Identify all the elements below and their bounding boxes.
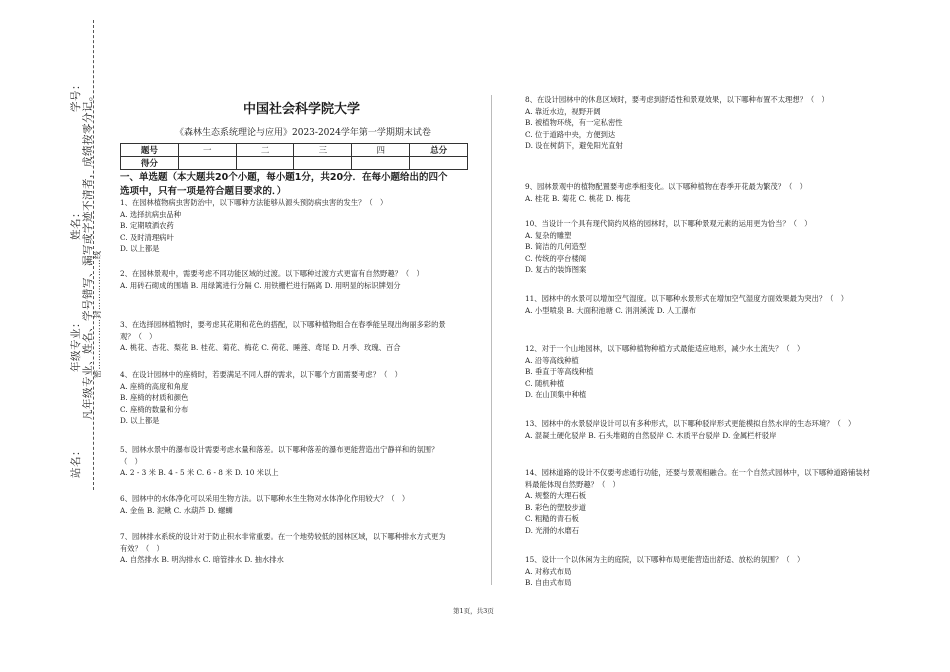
question-3 [120,319,450,354]
exam-title: 《森林生态系统理论与应用》2023-2024学年第一学期期末试卷 [175,128,431,138]
score-cell: 总分 [410,144,468,157]
score-cell [236,157,294,170]
question-stem: 14、园林道路的设计不仅要考虑通行功能，还要与景观相融合。在一个自然式园林中，以下哪种道路铺装材料最能体现自然野趣？（ ） [525,468,870,489]
question-stem: 8、在设计园林中的休息区域时，要考虑到舒适性和景观效果，以下哪种布置不太理想？（ ） [525,95,829,104]
question-option: D. 设在树荫下，避免阳光直射 [525,141,623,151]
question-option: A. 自然排水 B. 明沟排水 C. 暗管排水 D. 抽水排水 [120,555,284,565]
question-option: D. 光滑的水磨石 [525,525,580,535]
question-option: A. 沿等高线种植 [525,355,579,365]
question-2 [120,268,450,291]
score-cell [352,157,410,170]
question-option: C. 及时清理病叶 [120,232,174,242]
score-cell [410,157,468,170]
score-cell: 二 [236,144,294,157]
question-option: B. 被植物环绕，有一定私密性 [525,118,623,128]
score-cell: 题号 [121,144,179,157]
question-10 [525,218,870,276]
question-option: A. 金鱼 B. 泥鳅 C. 水葫芦 D. 螺蛳 [120,505,233,515]
question-option: C. 位于道路中央，方便到达 [525,129,616,139]
score-cell [294,157,352,170]
question-option: C. 传统的亭台楼阁 [525,253,587,263]
question-option: B. 垂直于等高线种植 [525,367,594,377]
question-option: A. 小型喷泉 B. 大面积池塘 C. 涓涓溪流 D. 人工瀑布 [525,305,697,315]
grade-major-label: 年级专业： [70,317,82,372]
question-option: C. 座椅的数量和分布 [120,404,189,414]
score-table [120,143,468,170]
question-9 [525,181,870,204]
question-1 [120,197,450,255]
question-stem: 4、在设计园林中的座椅时，若要满足不同人群的需求，以下哪个方面需要考虑？（ ） [120,370,402,379]
section-heading [120,171,448,199]
question-option: B. 座椅的材质和颜色 [120,393,189,403]
score-cell: 得分 [121,157,179,170]
question-stem: 5、园林水景中的瀑布设计需要考虑水量和落差。以下哪种落差的瀑布更能营造出宁静祥和的氛围？（ ） [120,445,439,466]
question-option: B. 简洁的几何造型 [525,242,587,252]
question-7 [120,531,450,566]
question-6 [120,493,450,516]
name-label: 姓名： [70,207,82,240]
question-option: B. 自由式布局 [525,578,572,588]
question-option: A. 靠近水边，视野开阔 [525,106,601,116]
question-stem: 10、当设计一个具有现代简约风格的园林时，以下哪种景观元素的运用更为恰当？（ ） [525,219,812,228]
question-option: C. 粗糙的青石板 [525,514,579,524]
seal-line-text: 密………………封………………线 [93,250,102,378]
column-divider [491,95,492,585]
question-stem: 3、在选择园林植物时，要考虑其花期和花色的搭配，以下哪种植物组合在春季能呈现出绚丽多彩的景观？（ ） [120,320,446,341]
question-stem: 2、在园林景观中，需要考虑不同功能区域的过渡。以下哪种过渡方式更富有自然野趣？（ ） [120,269,424,278]
question-option: D. 以上都是 [120,416,160,426]
question-stem: 13、园林中的水景驳岸设计可以有多种形式，以下哪种驳岸形式更能模拟自然水岸的生态环境？（ ） [525,419,856,428]
question-option: D. 以上都是 [120,244,160,254]
question-13 [525,418,870,441]
score-cell [178,157,236,170]
score-cell: 三 [294,144,352,157]
question-option: A. 混凝土硬化驳岸 B. 石头堆砌的自然驳岸 C. 木质平台驳岸 D. 金属栏杆驳岸 [525,430,777,440]
question-12 [525,343,870,401]
school-label: 站名： [70,445,82,478]
page-footer: 第1页，共3页 [453,607,494,615]
question-option: C. 随机种植 [525,378,565,388]
question-stem: 9、园林景观中的植物配置要考虑季相变化。以下哪种植物在春季开花最为繁茂？（ ） [525,182,807,191]
student-id-label: 学号： [70,79,82,112]
question-option: A. 用砖石砌成的围墙 B. 用绿篱进行分隔 C. 用铁栅栏进行隔离 D. 用明显的标识牌划分 [120,280,401,290]
university-title: 中国社会科学院大学 [243,102,361,117]
question-option: B. 定期喷洒农药 [120,221,174,231]
question-5 [120,444,450,479]
question-stem: 1、在园林植物病虫害防治中，以下哪种方法能够从源头预防病虫害的发生？（ ） [120,198,388,207]
score-cell: 一 [178,144,236,157]
question-option: A. 复杂的雕塑 [525,230,572,240]
question-stem: 11、园林中的水景可以增加空气湿度。以下哪种水景形式在增加空气湿度方面效果最为突出？（ ） [525,294,849,303]
section-heading-line1: 一、单选题（本大题共20个小题，每小题1分，共20分．在每小题给出的四个 [120,172,448,183]
question-14 [525,467,870,537]
section-heading-line2: 选项中，只有一项是符合题目要求的．） [120,186,287,197]
score-table-header-row [121,144,468,157]
warning-text: 凡年级专业、姓名、学号错写、漏写或字迹不清者，成绩按零分记。 [82,90,94,420]
score-cell: 四 [352,144,410,157]
question-15 [525,554,870,589]
question-4 [120,369,450,427]
question-stem: 7、园林排水系统的设计对于防止积水非常重要。在一个地势较低的园林区域，以下哪种排水方式更为有效？（ ） [120,532,446,553]
question-option: A. 选择抗病虫品种 [120,209,181,219]
question-option: B. 彩色的塑胶步道 [525,502,587,512]
question-option: D. 复古的装饰图案 [525,265,587,275]
question-option: D. 在山顶集中种植 [525,390,587,400]
question-option: A. 桃花、杏花、梨花 B. 桂花、菊花、梅花 C. 荷花、睡莲、鸢尾 D. 月季、玫瑰、百合 [120,343,401,353]
question-option: A. 对称式布局 [525,566,572,576]
question-option: A. 规整的大理石板 [525,491,586,501]
question-option: A. 2 - 3 米 B. 4 - 5 米 C. 6 - 8 米 D. 10 米以上 [120,468,279,478]
question-stem: 12、对于一个山地园林，以下哪种植物种植方式最能适应地形，减少水土流失？（ ） [525,344,805,353]
question-option: A. 座椅的高度和角度 [120,381,189,391]
score-table-score-row [121,157,468,170]
question-option: A. 桂花 B. 菊花 C. 桃花 D. 梅花 [525,193,631,203]
question-stem: 15、设计一个以休闲为主的庭院，以下哪种布局更能营造出舒适、放松的氛围？（ ） [525,555,805,564]
question-11 [525,293,870,316]
question-stem: 6、园林中的水体净化可以采用生物方法。以下哪种水生生物对水体净化作用较大？（ ） [120,494,410,503]
question-8 [525,94,870,152]
